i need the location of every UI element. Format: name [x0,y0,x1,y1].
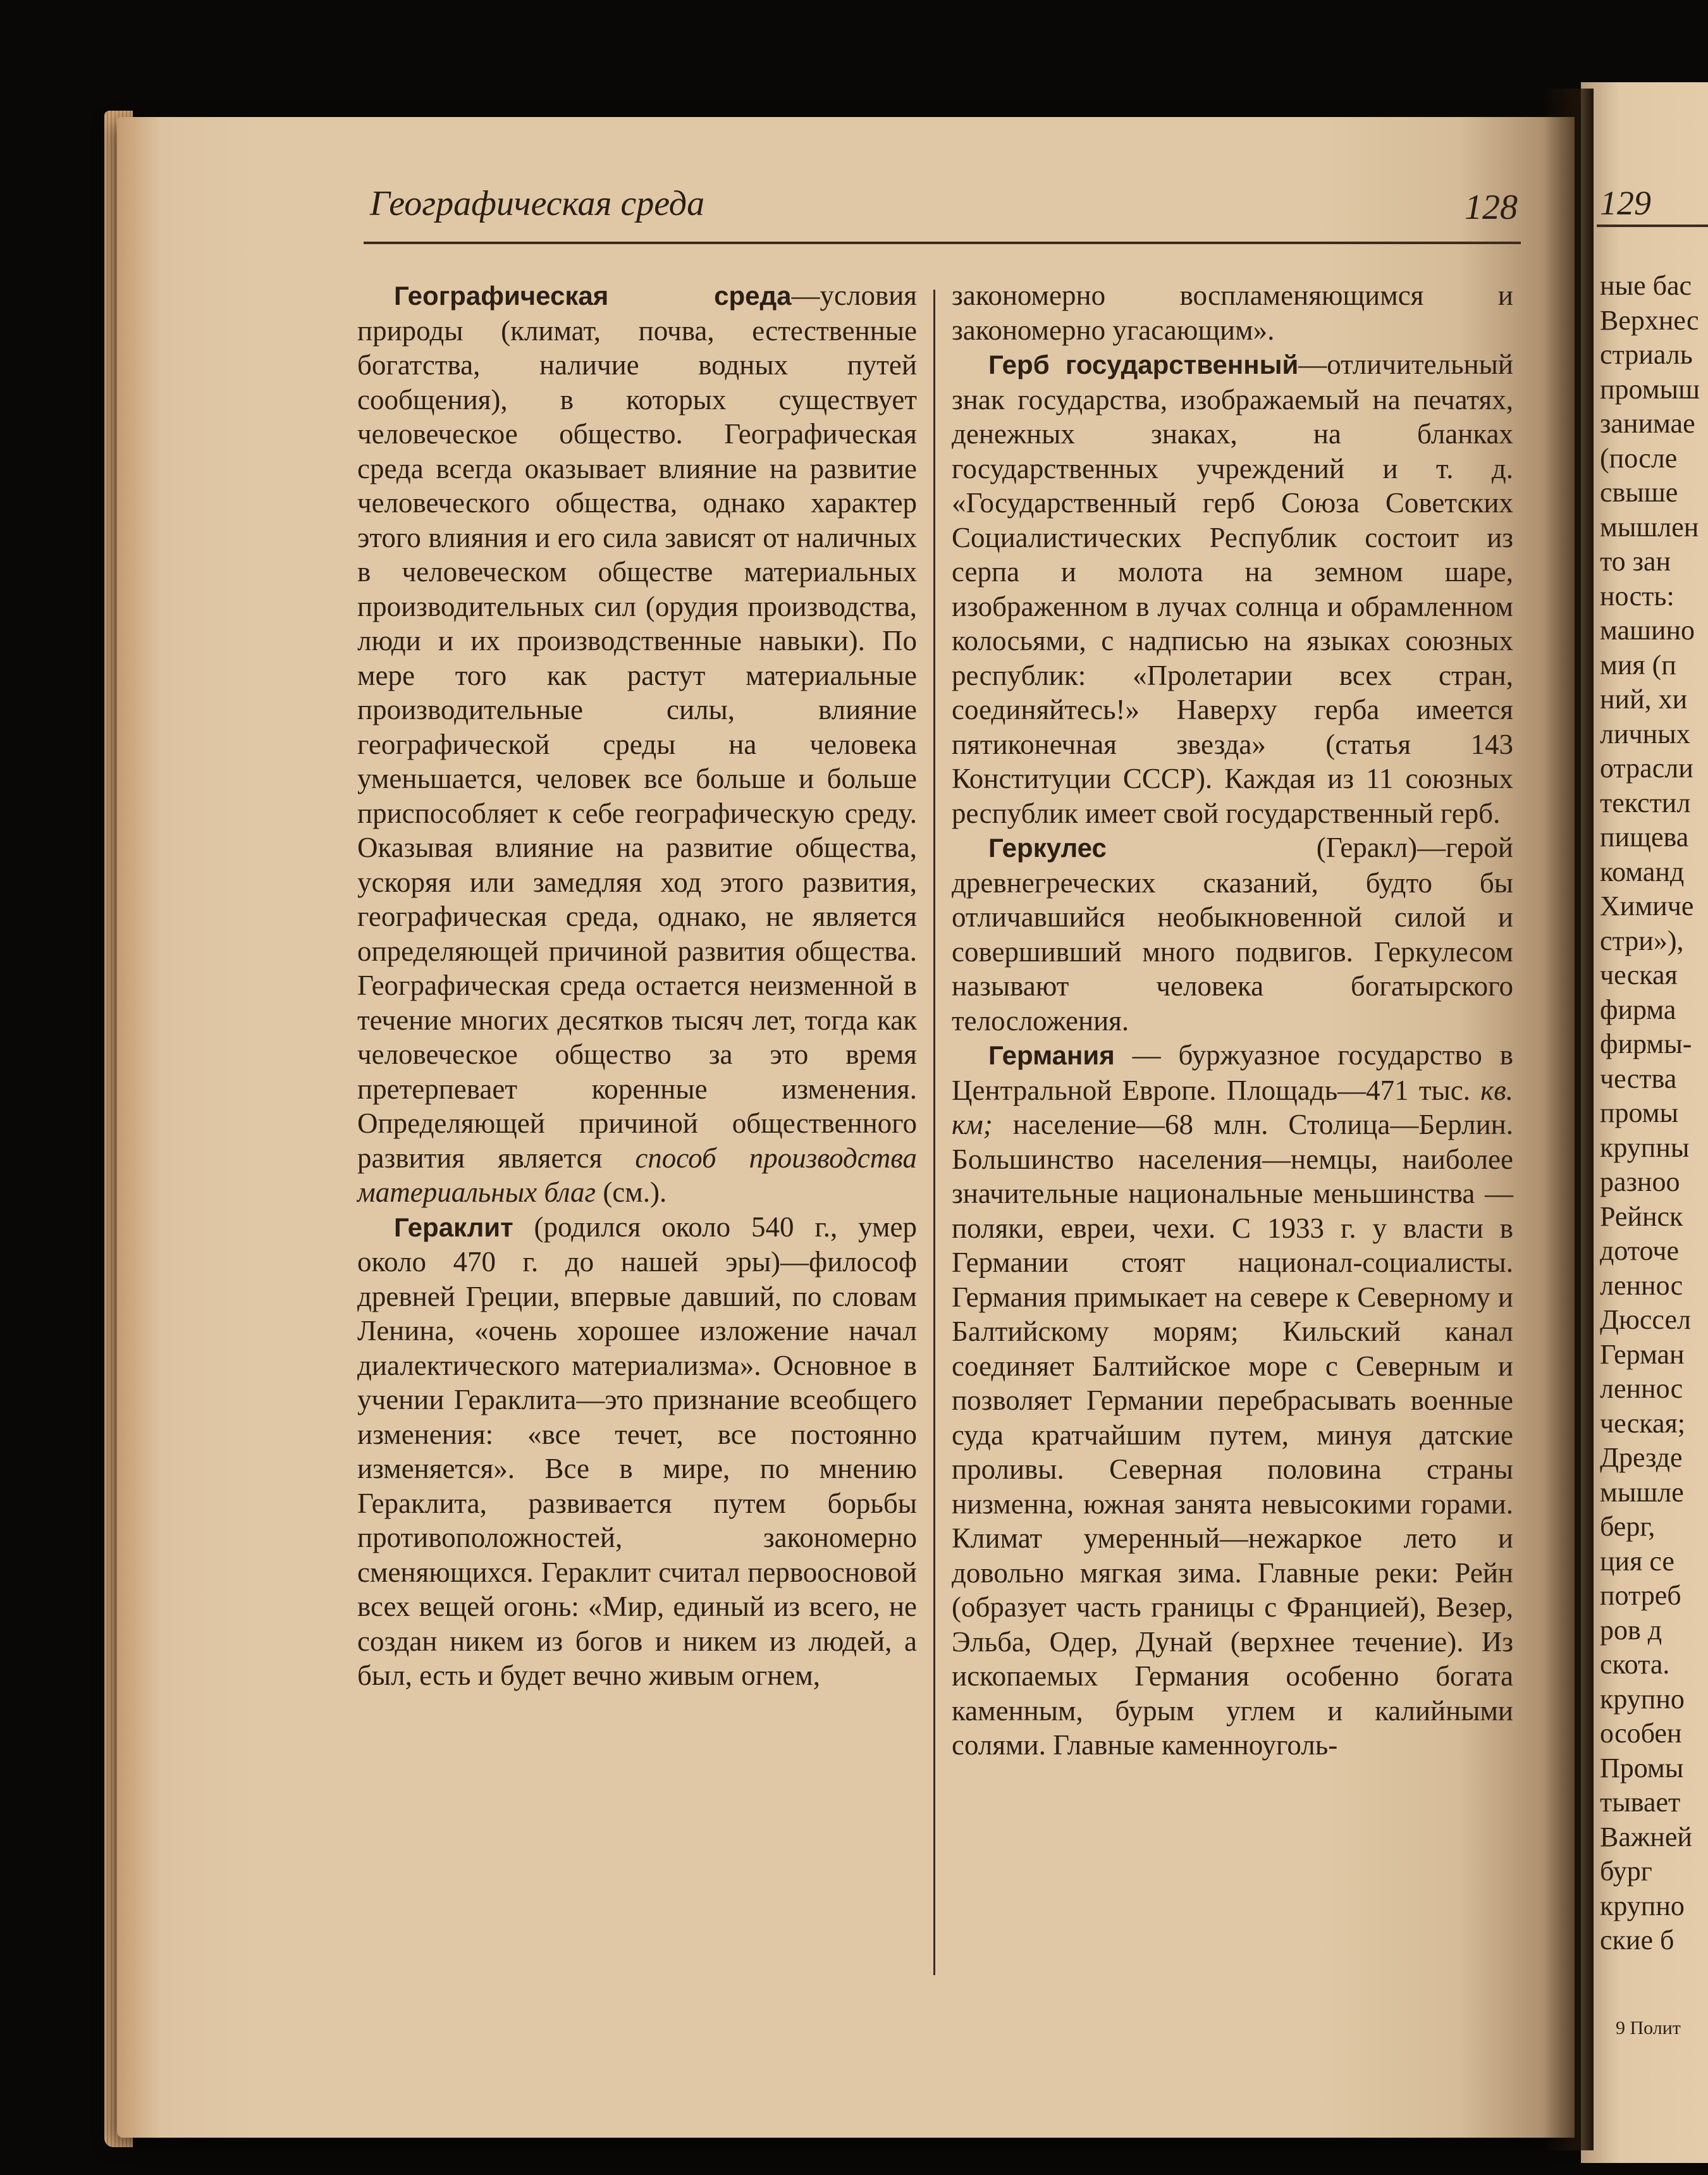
right-page-line: Химиче [1600,890,1694,921]
right-page-line: фирмы- [1600,1028,1692,1059]
right-page-line: занимае [1600,408,1695,439]
right-page-line: берг, [1600,1511,1656,1542]
right-page-line: особен [1600,1718,1682,1749]
dictionary-entry [357,1210,917,1693]
entry-text: (см.). [596,1176,667,1208]
right-page-line: ческая; [1600,1407,1685,1439]
right-page-line: Герман [1600,1338,1685,1370]
right-page-line: личных [1600,718,1690,749]
right-page-line: ров д [1600,1614,1662,1646]
entry-text: население—68 млн. Столица—Берлин. Большинство населения—немцы, наиболее значительные национальные меньшинства — поляки, евреи, чехи. С 1933 г. у власти в Германии стоят национал-социалисты. Германия примыкает на севере к Северному и Балтийскому морям; Кильский канал соединяет Балтийское море с Северным и позволяет Германии перебрасывать военные суда кратчайшим путем, минуя датские проливы. Северная половина страны низменна, южная занята невысокими горами. Климат умеренный—нежаркое лето и довольно мягкая зима. Главные реки: Рейн (образует часть границы с Францией), Везер, Эльба, Одер, Дунай (верхнее течение). Из ископаемых Германия особенно богата каменным, бурым углем и калийными солями. Главные каменноуголь- [952,1109,1513,1761]
right-page-line: Верхнес [1600,304,1699,336]
right-page-line: пищева [1600,822,1689,853]
right-page-line: команд [1600,856,1685,887]
right-page-line: Дрезде [1600,1442,1683,1473]
text-column-right [952,278,1513,1763]
dictionary-entry [357,278,917,1210]
dictionary-entry [952,278,1513,347]
right-page-line: промыш [1600,373,1700,405]
dictionary-entry [952,347,1513,830]
entry-term: Геркулес [988,833,1107,863]
right-page-line: то зан [1600,546,1671,577]
right-page-line: потреб [1600,1580,1681,1611]
dictionary-entry [952,1038,1513,1763]
right-page-line: отрасли [1600,753,1693,784]
right-page-line: стриаль [1600,339,1693,370]
right-page-line: мышлен [1600,511,1699,543]
right-page-line: скота. [1600,1649,1670,1680]
entry-term: Географическая среда [394,281,792,311]
right-page-line: Дюссел [1600,1304,1691,1335]
right-page-line: текстил [1600,787,1691,818]
right-page-line: фирма [1600,994,1676,1025]
left-page-header [370,183,1518,247]
right-page-footer: 9 Полит [1616,2018,1681,2038]
right-page-line: свыше [1600,477,1678,508]
header-rule [364,242,1521,244]
entry-italic-text: кв. км; [952,1074,1513,1140]
right-page-line: ность: [1600,580,1674,612]
entry-text: (Геракл)—герой древнегреческих сказаний, будто бы отличавшийся необыкновенной силой и совершивший много подвигов. Геркулесом называют человека богатырского телосложения. [952,832,1513,1037]
right-page-line: крупно [1600,1890,1685,1921]
right-page-line: мышле [1600,1476,1684,1508]
right-page-line: леннос [1600,1269,1683,1301]
right-page-line: Рейнск [1600,1200,1683,1232]
right-header-rule [1597,225,1708,227]
right-page-line: мия (п [1600,649,1676,681]
entry-term: Гераклит [394,1212,513,1242]
right-page-text [1600,269,1708,1958]
column-divider [933,290,935,1975]
entry-text: —отличительный знак государства, изображаемый на печатях, денежных знаках, на бланках государственных учреждений и т. д. «Государственный герб Союза Советских Социалистических Республик состоит из серпа и молота на земном шаре, изображенном в лучах солнца и обрамленном колосьями, с надписью на языках союзных республик: «Пролетарии всех стран, соединяйтесь!» Наверху герба имеется пятиконечная звезда» (статья 143 Конституции СССР). Каждая из 11 союзных республик имеет свой государственный герб. [952,348,1513,829]
entry-text: —условия природы (климат, почва, естественные богатства, наличие водных путей сообщения), в которых существует человеческое общество. Географическая среда всегда оказывает влияние на развитие человеческого общества, однако характер этого влияния и его сила зависят от наличных в человеческом обществе материальных производительных сил (орудия производства, люди и их производственные навыки). По мере того как растут материальные производительные силы, влияние географической среды на человека уменьшается, человек все больше и больше приспособляет к себе географическую среду. Оказывая влияние на развитие общества, ускоряя или замедляя ход этого развития, географическая среда, однако, не является определяющей причиной развития общества. Географическая среда остается неизменной в течение многих десятков тысяч лет, тогда как человеческое общество за это время претерпевает коренные изменения. Определяющей причиной общественного развития является [357,280,917,1174]
entry-italic-text: способ производства материальных благ [357,1142,917,1208]
entry-text: закономерно воспламеняющимся и закономерно угасающим». [952,280,1513,346]
right-page-line: бург [1600,1856,1652,1887]
right-page-line: машино [1600,615,1695,646]
right-page-line: ные бас [1600,270,1692,301]
book-gutter [1543,89,1594,2150]
page-number: 128 [1465,188,1518,227]
right-page-line: тывает [1600,1787,1681,1818]
entry-text: — буржуазное государство в Центральной Европе. Площадь—471 тыс. [952,1039,1513,1106]
right-page-line: разноо [1600,1166,1680,1197]
dictionary-entry [952,830,1513,1038]
right-page-line: ческая [1600,959,1678,990]
entry-term: Герб государственный [988,350,1299,379]
right-page-line: леннос [1600,1373,1683,1404]
right-page-line: Промы [1600,1752,1684,1784]
entry-term: Германия [988,1040,1115,1070]
running-head: Географическая среда [370,184,705,223]
right-page-line: ские б [1600,1925,1674,1956]
right-page-line: (после [1600,442,1678,474]
right-page-line: ний, хи [1600,684,1688,715]
right-page-line: промы [1600,1097,1679,1128]
right-page-number: 129 [1600,184,1651,222]
right-page-line: крупно [1600,1683,1685,1715]
right-page-line: доточе [1600,1235,1679,1266]
entry-text: (родился около 540 г., умер около 470 г. до нашей эры)—философ древней Греции, впервые давший, по словам Ленина, «очень хорошее изложение начал диалектического материализма». Основное в учении Гераклита—это признание всеобщего изменения: «все течет, все постоянно изменяется». Все в мире, по мнению Гераклита, развивается путем борьбы противоположностей, закономерно сменяющихся. Гераклит считал первоосновой всех вещей огонь: «Мир, единый из всего, не создан никем из богов и никем из людей, а был, есть и будет вечно живым огнем, [357,1211,917,1691]
right-page-line: Важней [1600,1821,1692,1852]
right-page-line: ция се [1600,1545,1674,1577]
right-page-line: стри»), [1600,925,1684,956]
text-column-left [357,278,917,1693]
right-page-line: чества [1600,1063,1677,1094]
right-page-line: крупны [1600,1131,1690,1163]
